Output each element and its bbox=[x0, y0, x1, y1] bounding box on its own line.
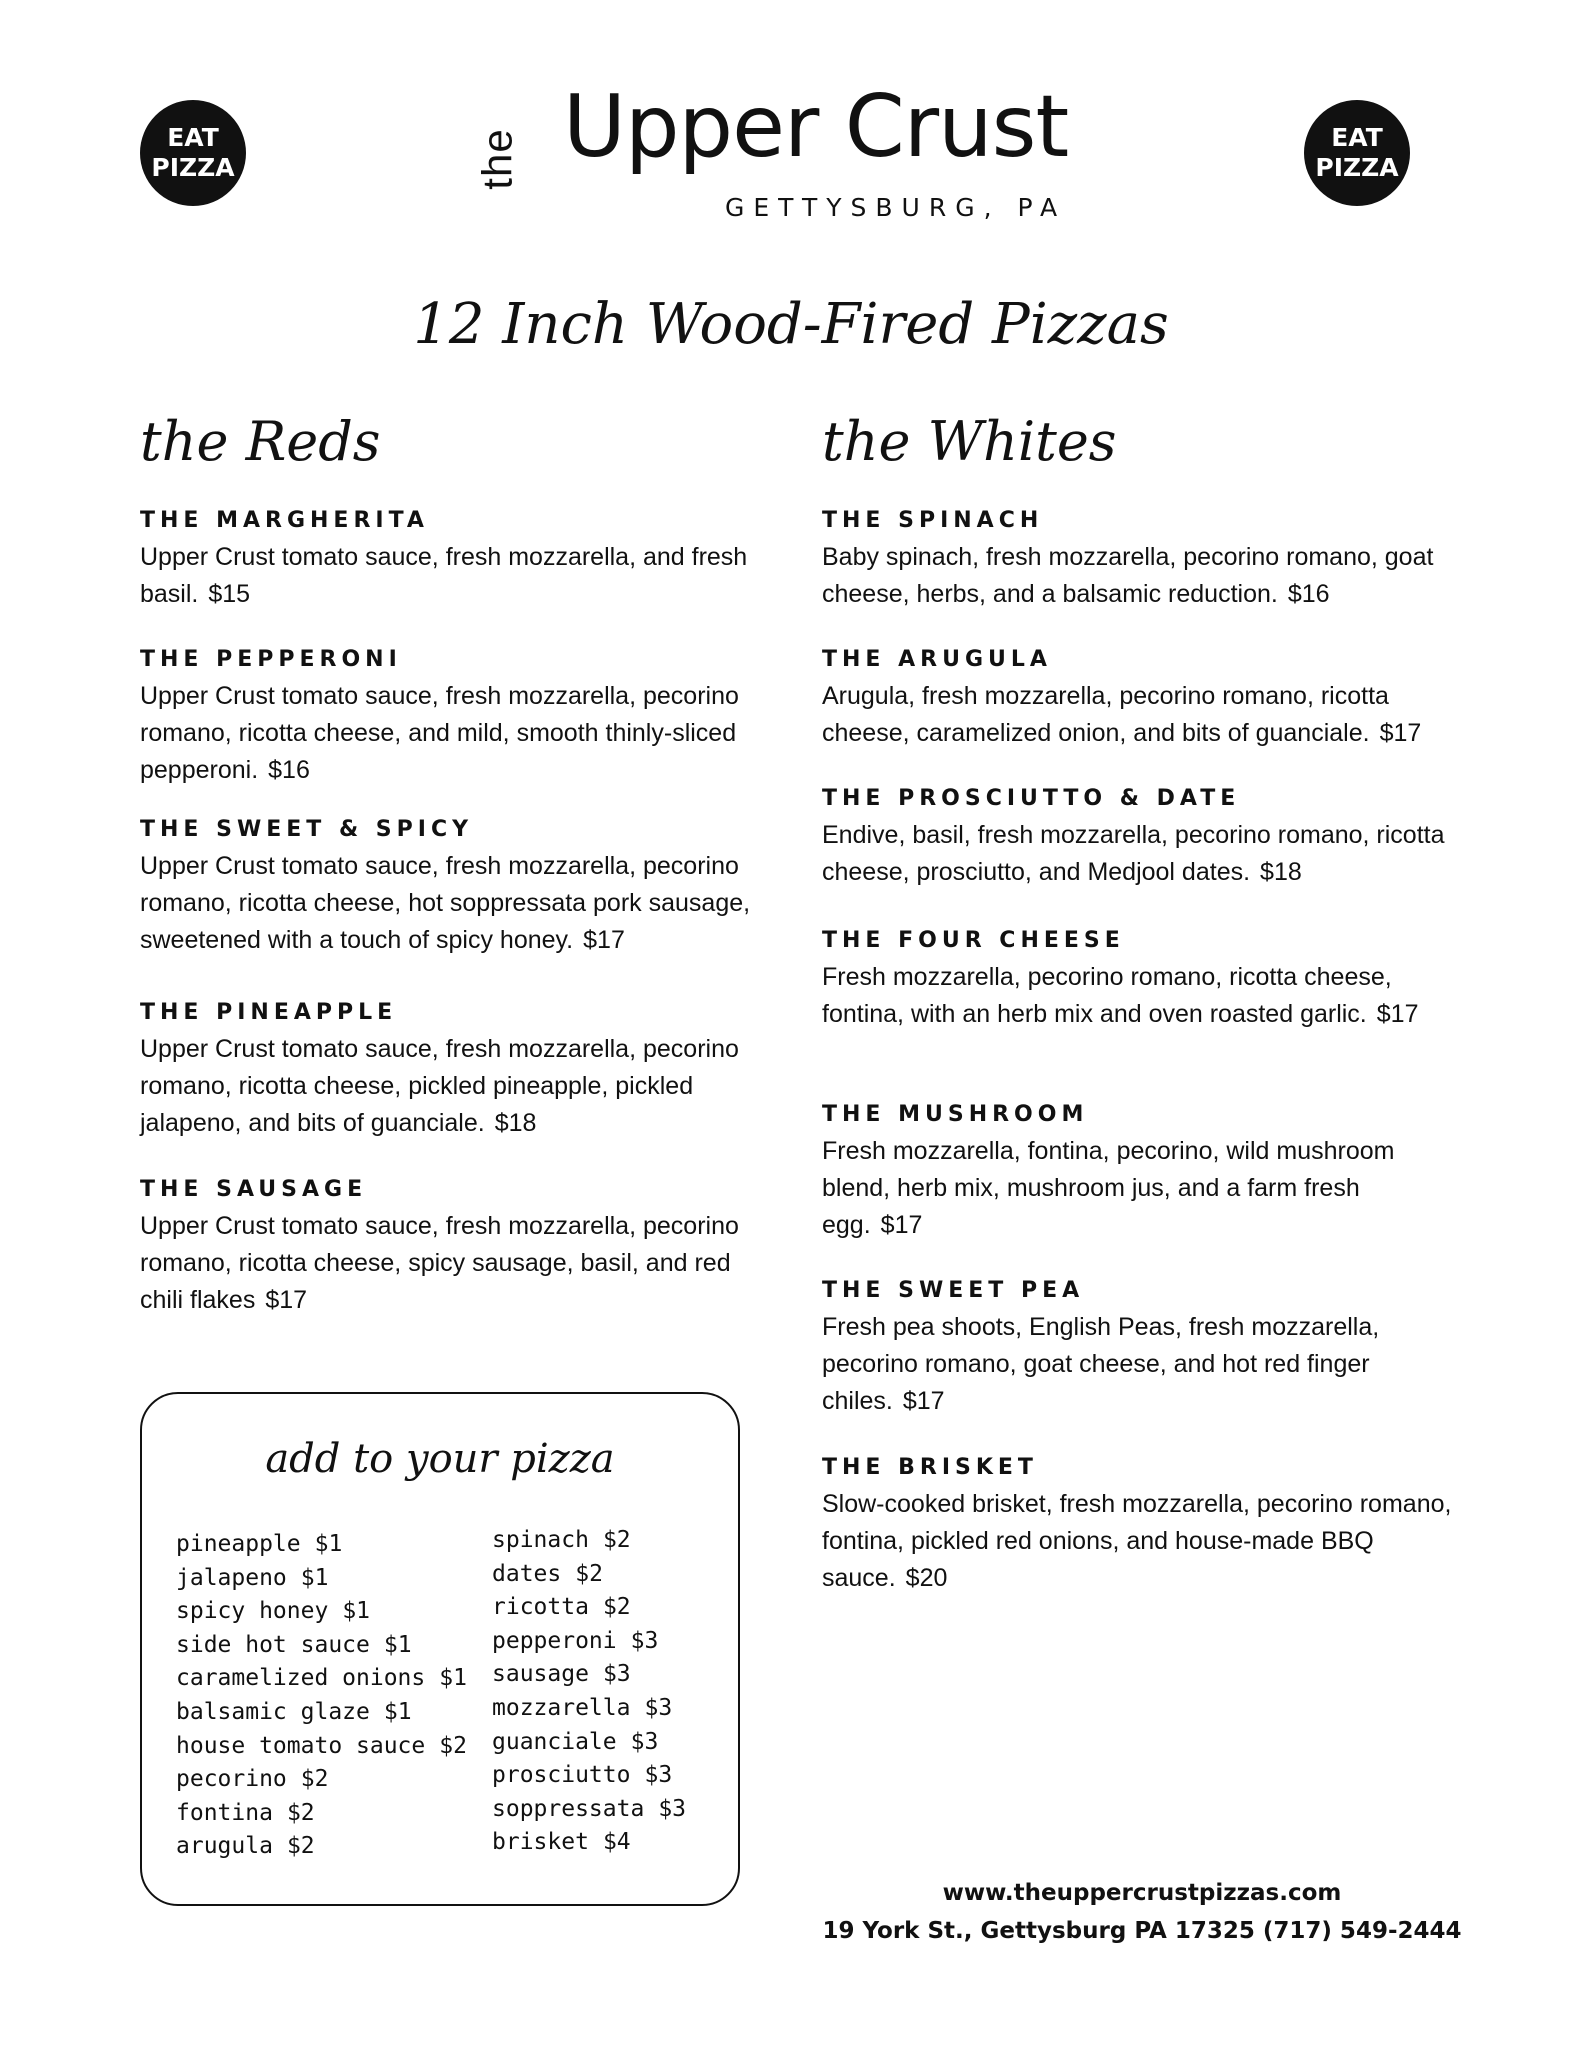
add-ons-box bbox=[140, 1392, 740, 1906]
add-on-name: pepperoni bbox=[492, 1627, 617, 1654]
add-on-item bbox=[176, 1797, 467, 1831]
add-on-item bbox=[492, 1793, 686, 1827]
add-on-price: $3 bbox=[630, 1627, 659, 1654]
add-on-price: $3 bbox=[630, 1728, 659, 1755]
add-on-price: $1 bbox=[300, 1564, 329, 1591]
add-on-item bbox=[176, 1595, 467, 1629]
menu-item-pineapple bbox=[140, 1000, 780, 1142]
add-on-name: pecorino bbox=[176, 1766, 287, 1793]
menu-item-sausage bbox=[140, 1177, 780, 1319]
add-on-price: $1 bbox=[383, 1698, 412, 1725]
logo-the: the bbox=[473, 128, 521, 190]
add-on-item bbox=[176, 1662, 467, 1696]
add-on-price: $2 bbox=[602, 1527, 631, 1553]
item-name: THE MUSHROOM bbox=[822, 1102, 1089, 1127]
address-phone: 19 York St., Gettysburg PA 17325 (717) 549-2444 bbox=[822, 1918, 1462, 1944]
item-price: $17 bbox=[880, 1211, 923, 1239]
add-on-price: $2 bbox=[300, 1766, 329, 1793]
item-name: THE SPINACH bbox=[822, 508, 1044, 533]
add-on-item bbox=[492, 1558, 686, 1592]
add-on-name: prosciutto bbox=[492, 1762, 631, 1789]
item-name: THE ARUGULA bbox=[822, 647, 1052, 672]
add-on-name: dates bbox=[492, 1560, 562, 1587]
add-on-price: $3 bbox=[658, 1795, 687, 1822]
item-price: $16 bbox=[268, 756, 310, 784]
badge-line-2: PIZZA bbox=[1315, 153, 1399, 182]
footer-contact bbox=[822, 1874, 1462, 1950]
item-name: THE PEPPERONI bbox=[140, 647, 402, 672]
add-on-price: $3 bbox=[644, 1694, 673, 1721]
add-on-name: house tomato sauce bbox=[176, 1732, 426, 1759]
add-on-name: soppressata bbox=[492, 1795, 645, 1822]
add-on-item bbox=[176, 1528, 467, 1562]
item-price: $17 bbox=[1379, 719, 1422, 747]
item-description: Arugula, fresh mozzarella, pecorino romano, ricotta cheese, caramelized onion, and bits of guanciale. bbox=[822, 682, 1389, 747]
item-name: THE SAUSAGE bbox=[140, 1177, 368, 1202]
add-on-name: spinach bbox=[492, 1527, 589, 1553]
add-on-name: guanciale bbox=[492, 1728, 617, 1755]
add-on-item bbox=[176, 1730, 467, 1764]
add-on-item bbox=[176, 1763, 467, 1797]
item-description: Upper Crust tomato sauce, fresh mozzarella, and fresh basil. bbox=[140, 543, 748, 608]
whites-section-title: the Whites bbox=[822, 410, 1117, 473]
item-description: Upper Crust tomato sauce, fresh mozzarella, pecorino romano, ricotta cheese, and mild, smooth thinly-sliced pepperoni. bbox=[140, 682, 739, 784]
item-description: Fresh mozzarella, pecorino romano, ricotta cheese, fontina, with an herb mix and oven roasted garlic. bbox=[822, 963, 1392, 1028]
badge-line-1: EAT bbox=[167, 122, 219, 152]
brand-logo bbox=[473, 77, 1085, 225]
menu-item-prosciutto-date bbox=[822, 786, 1462, 891]
menu-item-spinach bbox=[822, 508, 1462, 613]
add-on-price: $1 bbox=[342, 1598, 371, 1625]
menu-item-sweet-pea bbox=[822, 1278, 1462, 1420]
add-on-price: $1 bbox=[439, 1665, 467, 1692]
add-on-item bbox=[176, 1830, 467, 1864]
add-on-item bbox=[176, 1562, 467, 1596]
add-on-price: $3 bbox=[602, 1661, 631, 1688]
badge-line-2: PIZZA bbox=[151, 153, 235, 182]
add-ons-list-right bbox=[492, 1524, 686, 1860]
item-price: $18 bbox=[494, 1109, 537, 1137]
add-on-item bbox=[492, 1658, 686, 1692]
item-description: Slow-cooked brisket, fresh mozzarella, pecorino romano, fontina, pickled red onions, and house-made BBQ sauce. bbox=[822, 1490, 1452, 1592]
item-description: Upper Crust tomato sauce, fresh mozzarella, pecorino romano, ricotta cheese, spicy sausage, basil, and red chili flakes bbox=[140, 1212, 739, 1314]
add-on-price: $1 bbox=[383, 1631, 412, 1658]
item-description: Baby spinach, fresh mozzarella, pecorino romano, goat cheese, herbs, and a balsamic reduction. bbox=[822, 543, 1434, 608]
item-price: $17 bbox=[1376, 1000, 1419, 1028]
add-on-item bbox=[492, 1826, 686, 1860]
add-on-name: fontina bbox=[176, 1799, 273, 1826]
menu-title: 12 Inch Wood-Fired Pizzas bbox=[413, 292, 1169, 357]
add-on-price: $3 bbox=[644, 1762, 673, 1789]
item-name: THE SWEET & SPICY bbox=[140, 817, 474, 842]
website-link[interactable]: www.theuppercrustpizzas.com bbox=[942, 1880, 1342, 1906]
menu-item-sweet-spicy bbox=[140, 817, 780, 959]
item-name: THE SWEET PEA bbox=[822, 1278, 1085, 1303]
reds-section-title: the Reds bbox=[140, 410, 381, 473]
add-on-item bbox=[176, 1696, 467, 1730]
add-on-name: jalapeno bbox=[176, 1564, 287, 1591]
add-on-name: balsamic glaze bbox=[176, 1698, 370, 1725]
logo-location: GETTYSBURG, PA bbox=[725, 193, 1067, 222]
add-on-price: $2 bbox=[602, 1594, 631, 1621]
add-on-name: mozzarella bbox=[492, 1694, 631, 1721]
add-on-item bbox=[492, 1524, 686, 1558]
item-price: $17 bbox=[902, 1387, 945, 1415]
item-name: THE FOUR CHEESE bbox=[822, 928, 1125, 953]
add-ons-title: add to your pizza bbox=[265, 1436, 615, 1482]
add-on-price: $2 bbox=[439, 1732, 467, 1759]
add-on-name: side hot sauce bbox=[176, 1631, 370, 1658]
add-on-item bbox=[492, 1591, 686, 1625]
item-price: $16 bbox=[1287, 580, 1330, 608]
item-name: THE PROSCIUTTO & DATE bbox=[822, 786, 1241, 811]
add-on-name: sausage bbox=[492, 1661, 589, 1688]
add-on-name: ricotta bbox=[492, 1594, 589, 1621]
add-on-name: caramelized onions bbox=[176, 1665, 426, 1692]
add-on-item bbox=[492, 1692, 686, 1726]
add-on-name: spicy honey bbox=[176, 1598, 329, 1625]
menu-item-arugula bbox=[822, 647, 1462, 752]
add-on-price: $1 bbox=[314, 1531, 343, 1557]
add-on-name: arugula bbox=[176, 1833, 273, 1860]
add-on-price: $2 bbox=[575, 1560, 603, 1587]
menu-item-mushroom bbox=[822, 1102, 1462, 1244]
menu-item-four-cheese bbox=[822, 928, 1462, 1033]
menu-item-margherita bbox=[140, 508, 780, 613]
item-description: Fresh pea shoots, English Peas, fresh mozzarella, pecorino romano, goat cheese, and hot red finger chiles. bbox=[822, 1313, 1380, 1415]
eat-pizza-badge-right bbox=[1304, 100, 1410, 206]
menu-item-pepperoni bbox=[140, 647, 780, 789]
item-price: $17 bbox=[265, 1286, 308, 1314]
add-on-item bbox=[492, 1625, 686, 1659]
add-on-name: brisket bbox=[492, 1829, 589, 1856]
add-on-item bbox=[492, 1759, 686, 1793]
eat-pizza-badge-left bbox=[140, 100, 246, 206]
add-on-price: $2 bbox=[286, 1799, 315, 1826]
item-price: $18 bbox=[1260, 858, 1302, 886]
item-price: $15 bbox=[208, 580, 251, 608]
add-on-price: $4 bbox=[602, 1829, 631, 1856]
add-on-item bbox=[176, 1629, 467, 1663]
item-description: Upper Crust tomato sauce, fresh mozzarella, pecorino romano, ricotta cheese, pickled pineapple, pickled jalapeno, and bits of guanciale. bbox=[140, 1035, 739, 1137]
add-on-item bbox=[492, 1726, 686, 1760]
add-ons-list-left bbox=[176, 1528, 467, 1864]
item-description: Fresh mozzarella, fontina, pecorino, wild mushroom blend, herb mix, mushroom jus, and a farm fresh egg. bbox=[822, 1137, 1395, 1239]
item-description: Upper Crust tomato sauce, fresh mozzarella, pecorino romano, ricotta cheese, hot soppressata pork sausage, sweetened with a touch of spicy honey. bbox=[140, 852, 751, 954]
item-price: $17 bbox=[583, 926, 625, 954]
item-price: $20 bbox=[905, 1564, 948, 1592]
item-name: THE BRISKET bbox=[822, 1455, 1038, 1480]
item-name: THE PINEAPPLE bbox=[140, 1000, 398, 1025]
item-description: Endive, basil, fresh mozzarella, pecorino romano, ricotta cheese, prosciutto, and Medjool dates. bbox=[822, 821, 1445, 886]
menu-item-brisket bbox=[822, 1455, 1462, 1597]
add-on-price: $2 bbox=[286, 1833, 315, 1860]
add-on-name: pineapple bbox=[176, 1531, 301, 1557]
badge-line-1: EAT bbox=[1331, 122, 1383, 152]
item-name: THE MARGHERITA bbox=[140, 508, 429, 533]
logo-name: Upper Crust bbox=[563, 77, 1069, 177]
